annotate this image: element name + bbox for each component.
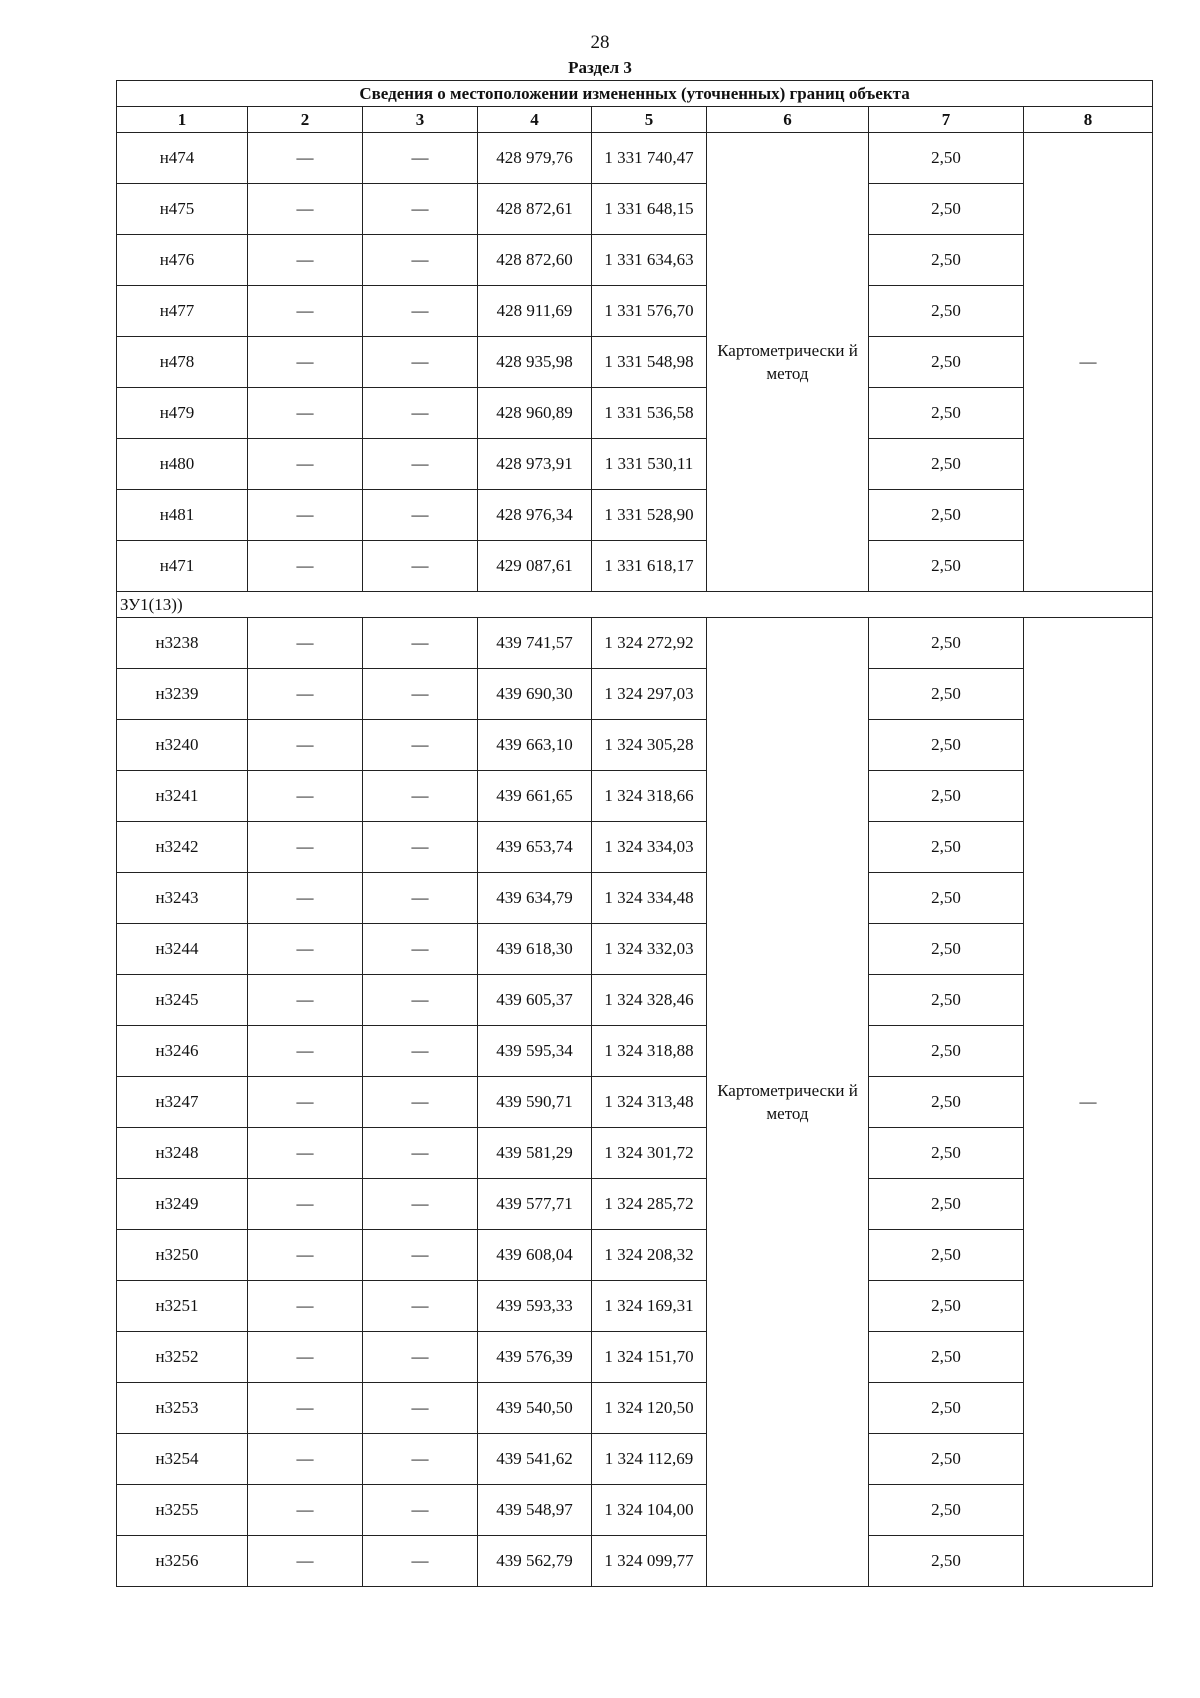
point-name-cell: н3253 — [117, 1383, 248, 1434]
accuracy-cell: 2,50 — [869, 541, 1024, 592]
column-2-cell: — — [248, 618, 363, 669]
accuracy-cell: 2,50 — [869, 490, 1024, 541]
column-3-cell: — — [363, 490, 478, 541]
accuracy-cell: 2,50 — [869, 924, 1024, 975]
column-8-cell: — — [1024, 133, 1153, 592]
table-row — [117, 235, 1153, 286]
column-3-cell: — — [363, 720, 478, 771]
y-coordinate-cell: 1 331 618,17 — [592, 541, 707, 592]
point-name-cell: н479 — [117, 388, 248, 439]
accuracy-cell: 2,50 — [869, 1128, 1024, 1179]
column-3-cell: — — [363, 822, 478, 873]
group-label-row — [117, 592, 1153, 618]
accuracy-cell: 2,50 — [869, 1434, 1024, 1485]
y-coordinate-cell: 1 331 530,11 — [592, 439, 707, 490]
x-coordinate-cell: 429 087,61 — [478, 541, 592, 592]
column-number-5: 5 — [592, 107, 707, 133]
column-3-cell: — — [363, 133, 478, 184]
column-2-cell: — — [248, 669, 363, 720]
point-name-cell: н474 — [117, 133, 248, 184]
y-coordinate-cell: 1 324 112,69 — [592, 1434, 707, 1485]
x-coordinate-cell: 428 911,69 — [478, 286, 592, 337]
column-2-cell: — — [248, 720, 363, 771]
column-2-cell: — — [248, 388, 363, 439]
table-row — [117, 439, 1153, 490]
x-coordinate-cell: 439 690,30 — [478, 669, 592, 720]
table-row — [117, 1128, 1153, 1179]
column-8-cell: — — [1024, 618, 1153, 1587]
accuracy-cell: 2,50 — [869, 1077, 1024, 1128]
column-2-cell: — — [248, 771, 363, 822]
point-name-cell: н481 — [117, 490, 248, 541]
accuracy-cell: 2,50 — [869, 1332, 1024, 1383]
table-row — [117, 771, 1153, 822]
table-row — [117, 1332, 1153, 1383]
y-coordinate-cell: 1 324 301,72 — [592, 1128, 707, 1179]
table-row — [117, 720, 1153, 771]
point-name-cell: н3251 — [117, 1281, 248, 1332]
x-coordinate-cell: 428 973,91 — [478, 439, 592, 490]
column-3-cell: — — [363, 439, 478, 490]
y-coordinate-cell: 1 324 272,92 — [592, 618, 707, 669]
accuracy-cell: 2,50 — [869, 771, 1024, 822]
y-coordinate-cell: 1 324 297,03 — [592, 669, 707, 720]
column-2-cell: — — [248, 1434, 363, 1485]
x-coordinate-cell: 439 634,79 — [478, 873, 592, 924]
point-name-cell: н3239 — [117, 669, 248, 720]
table-row — [117, 1179, 1153, 1230]
y-coordinate-cell: 1 324 169,31 — [592, 1281, 707, 1332]
y-coordinate-cell: 1 324 104,00 — [592, 1485, 707, 1536]
column-3-cell: — — [363, 1332, 478, 1383]
column-3-cell: — — [363, 1434, 478, 1485]
column-3-cell: — — [363, 618, 478, 669]
accuracy-cell: 2,50 — [869, 720, 1024, 771]
x-coordinate-cell: 439 562,79 — [478, 1536, 592, 1587]
column-2-cell: — — [248, 822, 363, 873]
column-2-cell: — — [248, 541, 363, 592]
accuracy-cell: 2,50 — [869, 235, 1024, 286]
y-coordinate-cell: 1 324 334,03 — [592, 822, 707, 873]
column-2-cell: — — [248, 975, 363, 1026]
y-coordinate-cell: 1 324 328,46 — [592, 975, 707, 1026]
table-row — [117, 388, 1153, 439]
y-coordinate-cell: 1 331 548,98 — [592, 337, 707, 388]
column-3-cell: — — [363, 924, 478, 975]
table-row — [117, 873, 1153, 924]
table-row — [117, 337, 1153, 388]
point-name-cell: н3246 — [117, 1026, 248, 1077]
x-coordinate-cell: 439 540,50 — [478, 1383, 592, 1434]
x-coordinate-cell: 428 960,89 — [478, 388, 592, 439]
table-row — [117, 1077, 1153, 1128]
accuracy-cell: 2,50 — [869, 1281, 1024, 1332]
accuracy-cell: 2,50 — [869, 873, 1024, 924]
column-2-cell: — — [248, 1179, 363, 1230]
accuracy-cell: 2,50 — [869, 1383, 1024, 1434]
column-2-cell: — — [248, 924, 363, 975]
y-coordinate-cell: 1 324 318,88 — [592, 1026, 707, 1077]
accuracy-cell: 2,50 — [869, 1179, 1024, 1230]
column-3-cell: — — [363, 1536, 478, 1587]
y-coordinate-cell: 1 331 634,63 — [592, 235, 707, 286]
column-3-cell: — — [363, 1077, 478, 1128]
column-2-cell: — — [248, 1026, 363, 1077]
x-coordinate-cell: 439 618,30 — [478, 924, 592, 975]
column-number-2: 2 — [248, 107, 363, 133]
group-label: ЗУ1(13)) — [117, 592, 1153, 618]
page-number: 28 — [590, 32, 610, 53]
column-3-cell: — — [363, 975, 478, 1026]
x-coordinate-cell: 439 548,97 — [478, 1485, 592, 1536]
table-row — [117, 1536, 1153, 1587]
column-3-cell: — — [363, 771, 478, 822]
point-name-cell: н3242 — [117, 822, 248, 873]
point-name-cell: н3256 — [117, 1536, 248, 1587]
x-coordinate-cell: 439 663,10 — [478, 720, 592, 771]
table-row — [117, 133, 1153, 184]
point-name-cell: н3240 — [117, 720, 248, 771]
x-coordinate-cell: 428 872,61 — [478, 184, 592, 235]
x-coordinate-cell: 428 979,76 — [478, 133, 592, 184]
table-row — [117, 1281, 1153, 1332]
column-2-cell: — — [248, 235, 363, 286]
column-number-4: 4 — [478, 107, 592, 133]
y-coordinate-cell: 1 324 313,48 — [592, 1077, 707, 1128]
accuracy-cell: 2,50 — [869, 1230, 1024, 1281]
accuracy-cell: 2,50 — [869, 1536, 1024, 1587]
column-3-cell: — — [363, 1230, 478, 1281]
table-row — [117, 1383, 1153, 1434]
column-number-6: 6 — [707, 107, 869, 133]
accuracy-cell: 2,50 — [869, 439, 1024, 490]
column-3-cell: — — [363, 388, 478, 439]
accuracy-cell: 2,50 — [869, 1026, 1024, 1077]
x-coordinate-cell: 439 741,57 — [478, 618, 592, 669]
column-2-cell: — — [248, 1230, 363, 1281]
y-coordinate-cell: 1 324 120,50 — [592, 1383, 707, 1434]
column-2-cell: — — [248, 490, 363, 541]
point-name-cell: н471 — [117, 541, 248, 592]
x-coordinate-cell: 439 661,65 — [478, 771, 592, 822]
column-number-7: 7 — [869, 107, 1024, 133]
point-name-cell: н480 — [117, 439, 248, 490]
accuracy-cell: 2,50 — [869, 975, 1024, 1026]
column-3-cell: — — [363, 235, 478, 286]
x-coordinate-cell: 439 576,39 — [478, 1332, 592, 1383]
accuracy-cell: 2,50 — [869, 1485, 1024, 1536]
x-coordinate-cell: 439 541,62 — [478, 1434, 592, 1485]
column-2-cell: — — [248, 337, 363, 388]
column-3-cell: — — [363, 541, 478, 592]
column-3-cell: — — [363, 286, 478, 337]
x-coordinate-cell: 439 593,33 — [478, 1281, 592, 1332]
column-number-8: 8 — [1024, 107, 1153, 133]
column-3-cell: — — [363, 1128, 478, 1179]
y-coordinate-cell: 1 324 332,03 — [592, 924, 707, 975]
method-cell: Картометрически й метод — [707, 618, 869, 1587]
table-row — [117, 1026, 1153, 1077]
point-name-cell: н3243 — [117, 873, 248, 924]
x-coordinate-cell: 428 976,34 — [478, 490, 592, 541]
table-row — [117, 184, 1153, 235]
accuracy-cell: 2,50 — [869, 337, 1024, 388]
accuracy-cell: 2,50 — [869, 388, 1024, 439]
y-coordinate-cell: 1 331 648,15 — [592, 184, 707, 235]
x-coordinate-cell: 439 581,29 — [478, 1128, 592, 1179]
column-2-cell: — — [248, 286, 363, 337]
point-name-cell: н3250 — [117, 1230, 248, 1281]
point-name-cell: н3244 — [117, 924, 248, 975]
x-coordinate-cell: 439 653,74 — [478, 822, 592, 873]
column-2-cell: — — [248, 439, 363, 490]
table-row — [117, 490, 1153, 541]
x-coordinate-cell: 439 608,04 — [478, 1230, 592, 1281]
y-coordinate-cell: 1 331 576,70 — [592, 286, 707, 337]
x-coordinate-cell: 428 935,98 — [478, 337, 592, 388]
column-2-cell: — — [248, 1485, 363, 1536]
accuracy-cell: 2,50 — [869, 184, 1024, 235]
column-2-cell: — — [248, 1383, 363, 1434]
section-title: Раздел 3 — [568, 58, 632, 77]
point-name-cell: н478 — [117, 337, 248, 388]
table-row — [117, 1434, 1153, 1485]
accuracy-cell: 2,50 — [869, 822, 1024, 873]
accuracy-cell: 2,50 — [869, 669, 1024, 720]
boundary-coordinates-table — [116, 80, 1153, 1587]
column-2-cell: — — [248, 873, 363, 924]
x-coordinate-cell: 439 605,37 — [478, 975, 592, 1026]
column-2-cell: — — [248, 1128, 363, 1179]
point-name-cell: н3247 — [117, 1077, 248, 1128]
y-coordinate-cell: 1 324 334,48 — [592, 873, 707, 924]
column-3-cell: — — [363, 337, 478, 388]
table-row — [117, 618, 1153, 669]
column-2-cell: — — [248, 1332, 363, 1383]
point-name-cell: н476 — [117, 235, 248, 286]
point-name-cell: н475 — [117, 184, 248, 235]
table-row — [117, 541, 1153, 592]
table-row — [117, 286, 1153, 337]
column-2-cell: — — [248, 1281, 363, 1332]
y-coordinate-cell: 1 324 285,72 — [592, 1179, 707, 1230]
point-name-cell: н3254 — [117, 1434, 248, 1485]
table-row — [117, 924, 1153, 975]
column-3-cell: — — [363, 669, 478, 720]
y-coordinate-cell: 1 331 528,90 — [592, 490, 707, 541]
column-3-cell: — — [363, 1026, 478, 1077]
point-name-cell: н3238 — [117, 618, 248, 669]
accuracy-cell: 2,50 — [869, 618, 1024, 669]
column-3-cell: — — [363, 1179, 478, 1230]
y-coordinate-cell: 1 331 536,58 — [592, 388, 707, 439]
column-3-cell: — — [363, 1383, 478, 1434]
point-name-cell: н477 — [117, 286, 248, 337]
column-2-cell: — — [248, 1536, 363, 1587]
method-cell: Картометрически й метод — [707, 133, 869, 592]
table-row — [117, 669, 1153, 720]
table-row — [117, 1230, 1153, 1281]
point-name-cell: н3241 — [117, 771, 248, 822]
point-name-cell: н3248 — [117, 1128, 248, 1179]
y-coordinate-cell: 1 324 151,70 — [592, 1332, 707, 1383]
column-2-cell: — — [248, 184, 363, 235]
column-number-3: 3 — [363, 107, 478, 133]
point-name-cell: н3249 — [117, 1179, 248, 1230]
point-name-cell: н3252 — [117, 1332, 248, 1383]
column-3-cell: — — [363, 873, 478, 924]
x-coordinate-cell: 439 577,71 — [478, 1179, 592, 1230]
x-coordinate-cell: 439 595,34 — [478, 1026, 592, 1077]
column-3-cell: — — [363, 1281, 478, 1332]
table-row — [117, 822, 1153, 873]
y-coordinate-cell: 1 324 318,66 — [592, 771, 707, 822]
point-name-cell: н3255 — [117, 1485, 248, 1536]
table-row — [117, 975, 1153, 1026]
x-coordinate-cell: 428 872,60 — [478, 235, 592, 286]
y-coordinate-cell: 1 324 208,32 — [592, 1230, 707, 1281]
column-number-1: 1 — [117, 107, 248, 133]
column-2-cell: — — [248, 133, 363, 184]
y-coordinate-cell: 1 324 305,28 — [592, 720, 707, 771]
point-name-cell: н3245 — [117, 975, 248, 1026]
x-coordinate-cell: 439 590,71 — [478, 1077, 592, 1128]
column-3-cell: — — [363, 1485, 478, 1536]
accuracy-cell: 2,50 — [869, 286, 1024, 337]
column-2-cell: — — [248, 1077, 363, 1128]
y-coordinate-cell: 1 331 740,47 — [592, 133, 707, 184]
accuracy-cell: 2,50 — [869, 133, 1024, 184]
table-row — [117, 1485, 1153, 1536]
table-title: Сведения о местоположении измененных (уточненных) границ объекта — [117, 81, 1153, 107]
y-coordinate-cell: 1 324 099,77 — [592, 1536, 707, 1587]
column-3-cell: — — [363, 184, 478, 235]
